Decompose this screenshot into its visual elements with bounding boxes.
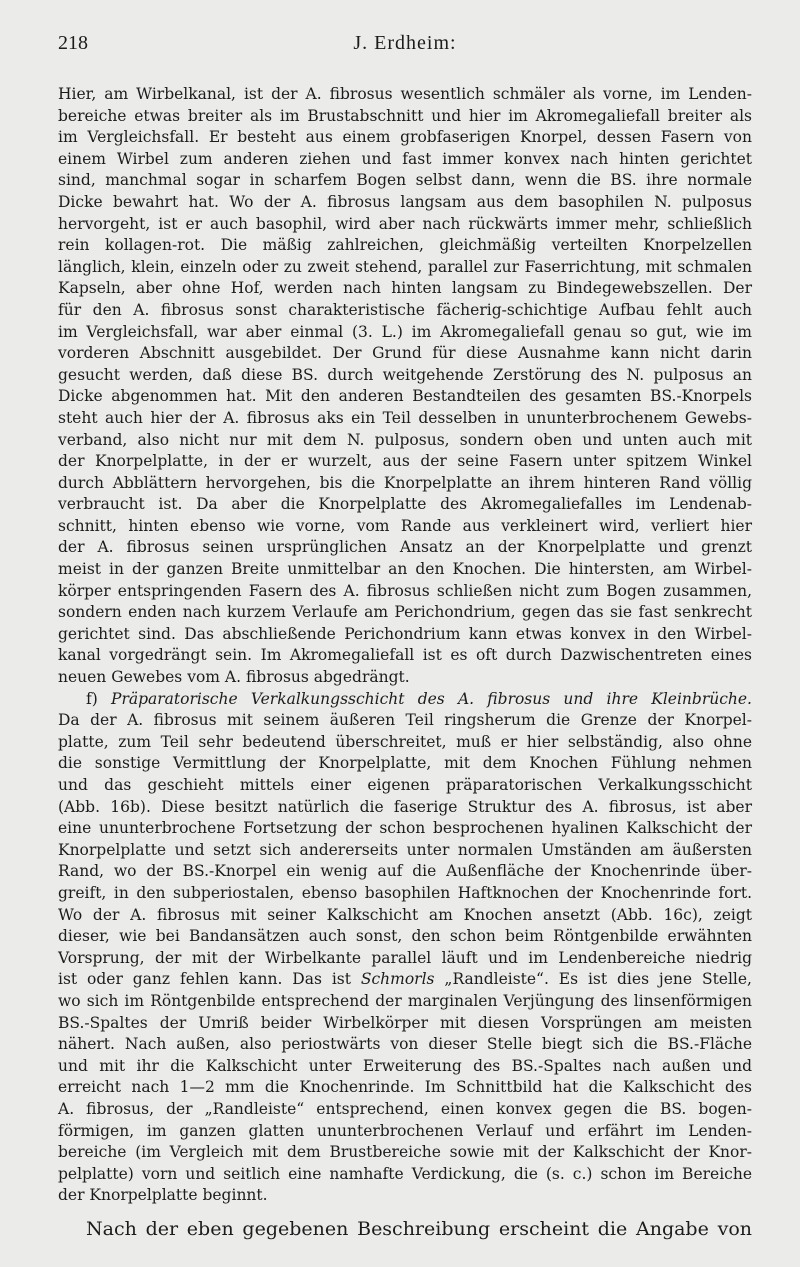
text-line: steht auch hier der A. fibrosus aks ein Teil desselben in ununterbrochenem Gewebs- bbox=[58, 408, 752, 427]
author-name: Schmorls bbox=[360, 970, 435, 989]
text-line: im Vergleichsfall, war aber einmal (3. L.) im Akromegaliefall genau so gut, wie im bbox=[58, 322, 752, 341]
text-line: Hier, am Wirbelkanal, ist der A. fibrosus wesentlich schmäler als vorne, im Lenden- bbox=[58, 85, 752, 103]
text-line: hervorgeht, ist er auch basophil, wird aber nach rückwärts immer mehr, schließlich bbox=[58, 214, 752, 233]
text-line: sind, manchmal sogar in scharfem Bogen selbst dann, wenn die BS. ihre normale bbox=[58, 171, 752, 190]
text-line: Wo der A. fibrosus mit seiner Kalkschicht am Knochen ansetzt (Abb. 16c), zeigt bbox=[58, 905, 752, 924]
running-title: J. Erdheim: bbox=[353, 32, 457, 54]
page-number: 218 bbox=[58, 32, 88, 54]
text-line: der A. fibrosus seinen ursprünglichen Ansatz an der Knorpelplatte und grenzt bbox=[58, 538, 752, 557]
paragraph-annulus-fibrosus bbox=[58, 84, 752, 689]
text-line: vorderen Abschnitt ausgebildet. Der Grund für diese Ausnahme kann nicht darin bbox=[58, 344, 752, 363]
text-line: länglich, klein, einzeln oder zu zweit stehend, parallel zur Faserrichtung, mit schmalen bbox=[58, 257, 752, 276]
text-line: und das geschieht mittels einer eigenen präparatorischen Verkalkungsschicht bbox=[58, 776, 752, 794]
text-line: einem Wirbel zum anderen ziehen und fast immer konvex nach hinten gerichtet bbox=[58, 149, 752, 168]
text-line: verband, also nicht nur mit dem N. pulposus, sondern oben und unten auch mit bbox=[58, 430, 752, 449]
text-line: schnitt, hinten ebenso wie vorne, vom Rande aus verkleinert wird, verliert hier bbox=[58, 516, 752, 535]
text-line: pelplatte) vorn und seitlich eine namhafte Verdickung, die (s. c.) schon im Bereiche bbox=[58, 1164, 752, 1183]
text-line: der Knorpelplatte, in der er wurzelt, aus der seine Fasern unter spitzem Winkel bbox=[58, 452, 752, 471]
text-line: wo sich im Röntgenbilde entsprechend der marginalen Verjüngung des linsenförmigen bbox=[58, 991, 752, 1010]
text-line: Rand, wo der BS.-Knorpel ein wenig auf die Außenfläche der Knochenrinde über- bbox=[58, 862, 752, 881]
text-line: rein kollagen-rot. Die mäßig zahlreichen, gleichmäßig verteilten Knorpelzellen bbox=[58, 236, 752, 255]
text-line: Dicke abgenommen hat. Mit den anderen Bestandteilen des gesamten BS.-Knorpels bbox=[58, 387, 752, 406]
text-line: der Knorpelplatte beginnt. bbox=[58, 1186, 268, 1205]
text-line: im Vergleichsfall. Er besteht aus einem grobfaserigen Knorpel, dessen Fasern von bbox=[58, 128, 752, 147]
text-line: bereiche (im Vergleich mit dem Brustbereiche sowie mit der Kalkschicht der Knor- bbox=[58, 1143, 752, 1162]
text-line: (Abb. 16b). Diese besitzt natürlich die faserige Struktur des A. fibrosus, ist aber bbox=[58, 797, 752, 816]
text-line: Kapseln, aber ohne Hof, werden nach hinten langsam zu Bindegewebszellen. Der bbox=[58, 279, 752, 298]
text-line: greift, in den subperiostalen, ebenso basophilen Haftknochen der Knochenrinde fort. bbox=[58, 883, 752, 902]
text-line: BS.-Spaltes der Umriß beider Wirbelkörper mit diesen Vorsprüngen am meisten bbox=[58, 1013, 752, 1032]
section-f-heading bbox=[58, 689, 752, 711]
text-line: sondern enden nach kurzem Verlaufe am Perichondrium, gegen das sie fast senkrecht bbox=[58, 603, 752, 622]
text-line: kanal vorgedrängt sein. Im Akromegaliefall ist es oft durch Dazwischentreten eines bbox=[58, 646, 752, 665]
text-line: förmigen, im ganzen glatten ununterbrochenen Verlauf und erfährt im Lenden- bbox=[58, 1121, 752, 1140]
section-f-title: Präparatorische Verkalkungsschicht des A. fibrosus und ihre Kleinbrüche. bbox=[111, 689, 752, 708]
section-f-label: f) bbox=[86, 689, 98, 708]
text-line: platte, zum Teil sehr bedeutend überschreitet, muß er hier selbständig, also ohne bbox=[58, 732, 752, 751]
text-line: die sonstige Vermittlung der Knorpelplatte, mit dem Knochen Fühlung nehmen bbox=[58, 754, 752, 773]
text-line: bereiche etwas breiter als im Brustabschnitt und hier im Akromegaliefall breiter als bbox=[58, 106, 752, 125]
text-line: durch Abblättern hervorgehen, bis die Knorpelplatte an ihrem hinteren Rand völlig bbox=[58, 473, 752, 492]
text-line: körper entspringenden Fasern des A. fibrosus schließen nicht zum Bogen zusammen, bbox=[58, 581, 752, 600]
text-line: für den A. fibrosus sonst charakteristische fächerig-schichtige Aufbau fehlt auch bbox=[58, 300, 752, 319]
closing-line: Nach der eben gegebenen Beschreibung erscheint die Angabe von bbox=[86, 1217, 752, 1240]
paragraph-verkalkungsschicht bbox=[58, 710, 752, 1207]
text-line: gesucht werden, daß diese BS. durch weitgehende Zerstörung des N. pulposus an bbox=[58, 365, 752, 384]
text-line: und mit ihr die Kalkschicht unter Erweiterung des BS.-Spaltes nach außen und bbox=[58, 1056, 752, 1075]
text-line: neuen Gewebes vom A. fibrosus abgedrängt. bbox=[58, 668, 410, 687]
text-line: erreicht nach 1—2 mm die Knochenrinde. Im Schnittbild hat die Kalkschicht des bbox=[58, 1078, 752, 1097]
text-line: dieser, wie bei Bandansätzen auch sonst, den schon beim Röntgenbilde erwähnten bbox=[58, 927, 752, 946]
text-line: Knorpelplatte und setzt sich andererseits unter normalen Umständen am äußersten bbox=[58, 840, 752, 859]
text-line: ist oder ganz fehlen kann. Das ist Schmorls „Randleiste“. Es ist dies jene Stelle, bbox=[58, 970, 752, 989]
body-text bbox=[58, 84, 752, 1241]
text-line: Da der A. fibrosus mit seinem äußeren Teil ringsherum die Grenze der Knorpel- bbox=[58, 711, 752, 730]
text-line: verbraucht ist. Da aber die Knorpelplatte des Akromegaliefalles im Lendenab- bbox=[58, 495, 752, 514]
text-line: Vorsprung, der mit der Wirbelkante parallel läuft und im Lendenbereiche niedrig bbox=[58, 948, 752, 967]
text-line: eine ununterbrochene Fortsetzung der schon besprochenen hyalinen Kalkschicht der bbox=[58, 819, 752, 838]
text-line: nähert. Nach außen, also periostwärts von dieser Stelle biegt sich die BS.-Fläche bbox=[58, 1035, 752, 1054]
text-line: A. fibrosus, der „Randleiste“ entsprechend, einen konvex gegen die BS. bogen- bbox=[58, 1099, 752, 1118]
text-line: Dicke bewahrt hat. Wo der A. fibrosus langsam aus dem basophilen N. pulposus bbox=[58, 192, 752, 211]
text-line: meist in der ganzen Breite unmittelbar an den Knochen. Die hintersten, am Wirbel- bbox=[58, 560, 752, 579]
text-line: gerichtet sind. Das abschließende Perichondrium kann etwas konvex in den Wirbel- bbox=[58, 624, 752, 643]
page-header bbox=[58, 32, 752, 64]
